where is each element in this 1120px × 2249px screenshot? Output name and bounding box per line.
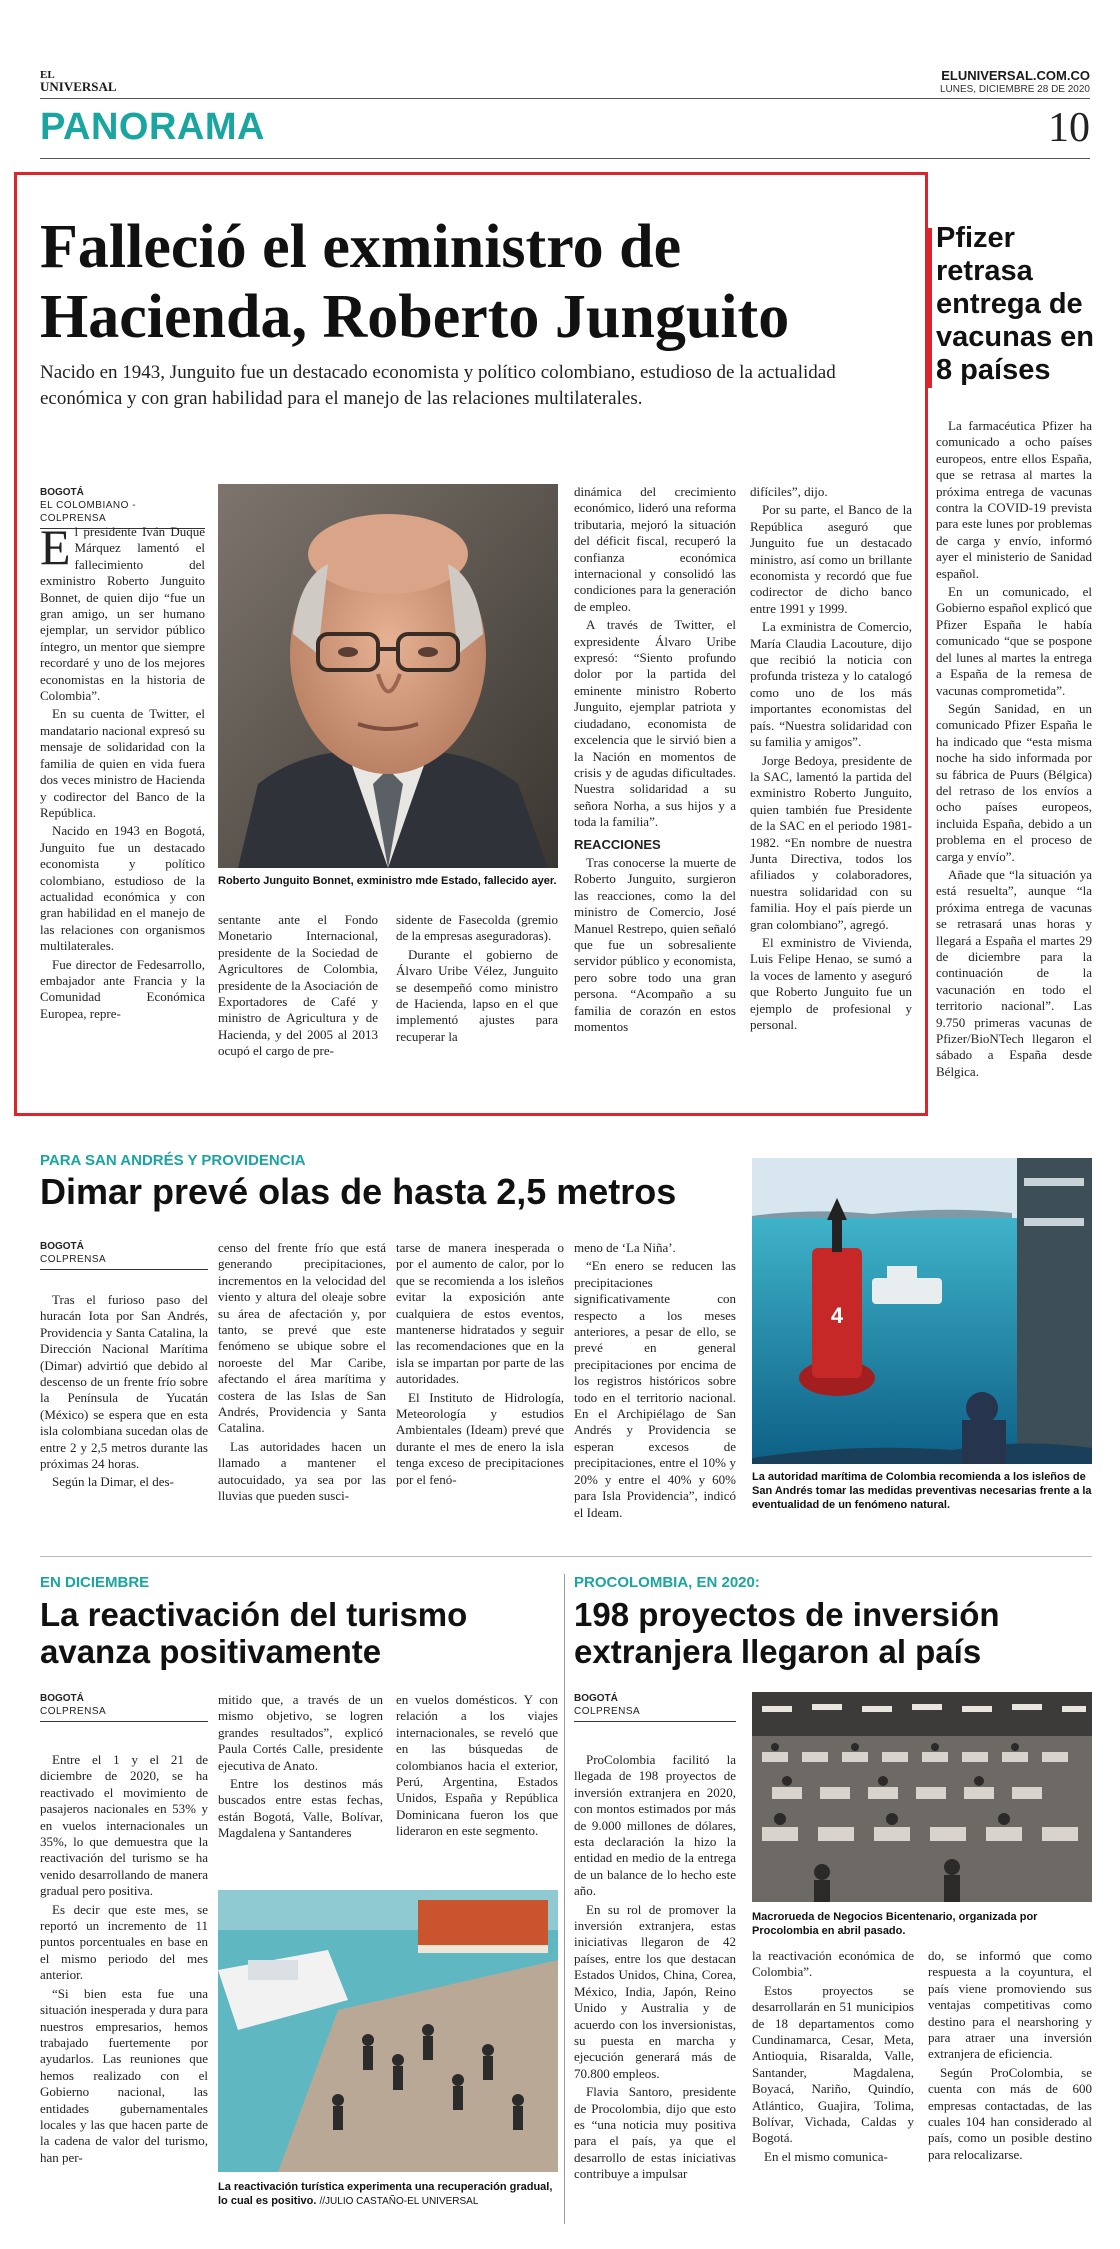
- paragraph: tarse de manera inesperada o por el aumento de calor, por lo que se recomienda a los isleños evitar la exposición ante cualquiera de estos eventos, mantenerse hidratados y seguir las recomendaciones que en la isla se impartan por parte de las autoridades.: [396, 1240, 564, 1387]
- paragraph: En su cuenta de Twitter, el mandatario nacional expresó su mensaje de solidaridad con la familia de quien en vida fuera dos veces ministro de Hacienda y codirector del Banco de la República.: [40, 706, 205, 820]
- procolombia-column-2: [752, 1948, 914, 2167]
- procolombia-byline: [574, 1692, 736, 1725]
- paragraph: ProColombia facilitó la llegada de 198 proyectos de inversión extranjera en 2020, con montos estimados por más de 9.000 millones de dólares, esta declaración la hizo la entidad en medio de la entrega de un balance de lo hecho este año.: [574, 1752, 736, 1899]
- main-story-column-5: [750, 484, 912, 1035]
- sea-illustration: [752, 1158, 1092, 1464]
- section-title: PANORAMA: [40, 106, 265, 148]
- headline-line1: Falleció el exministro de: [40, 213, 682, 281]
- paragraph: en vuelos domésticos. Y con relación a los viajes internacionales, se reveló que en las búsquedas de colombianos hacia el exterior, Perú, Argentina, Estados Unidos, España y República Dominicana fueron los que lideraron en este segmento.: [396, 1692, 558, 1839]
- page-number: 10: [1048, 105, 1090, 151]
- conference-hall-illustration: [752, 1692, 1092, 1902]
- byline-city: BOGOTÁ: [40, 1241, 84, 1252]
- paragraph: Entre los destinos más buscados entre estas fechas, están Bogotá, Valle, Bolívar, Magdalena y Santanderes: [218, 1776, 383, 1841]
- main-story-column-1: [40, 519, 205, 1024]
- paragraph: do, se informó que como respuesta a la coyuntura, el país viene promoviendo sus ventajas competitivas como destino para el nearshoring y para atraer una inversión extranjera de eficiencia.: [928, 1948, 1092, 2062]
- caption-text: La reactivación turística experimenta una recuperación gradual, lo cual es positivo.: [218, 2181, 553, 2207]
- turismo-kicker: EN DICIEMBRE: [40, 1574, 150, 1591]
- main-story-column-4: [574, 484, 736, 1037]
- procolombia-column-1: [574, 1752, 736, 2185]
- paragraph: El exministro de Vivienda, Luis Felipe Henao, se sumó a la voces de lamento y aseguró que Roberto Junguito fue un ejemplo de profesional y personal.: [750, 934, 912, 1032]
- paragraph: sentante ante el Fondo Monetario Internacional, presidente de la Sociedad de Agricultores de Colombia, presidente de la Asociación de Exportadores de Café y ministro de Agricultura y de Hacienda, y del 2005 al 2013 ocupó el cargo de pre-: [218, 912, 378, 1059]
- dimar-headline: Dimar prevé olas de hasta 2,5 metros: [40, 1171, 677, 1212]
- paragraph: El Instituto de Hidrología, Meteorología y estudios Ambientales (Ideam) prevé que durante el mes de enero la isla tenga exceso de precipitaciones por el fenó-: [396, 1389, 564, 1487]
- headline-line2: Hacienda, Roberto Junguito: [40, 283, 790, 351]
- paragraph: En el mismo comunica-: [764, 2148, 888, 2164]
- byline-city: BOGOTÁ: [40, 1693, 84, 1704]
- paragraph: Jorge Bedoya, presidente de la SAC, lamentó la partida del exministro Roberto Junguito, quien también fue Presidente de la SAC en el periodo 1981-1982. “En nombre de nuestra Junta Directiva, todos los afiliados y colaboradores, nuestra solidaridad con su familia. Hoy el país pierde un gran colombiano”, agregó.: [750, 752, 912, 932]
- byline-source: COLPRENSA: [574, 1706, 641, 1717]
- section-rule: [40, 158, 1090, 159]
- byline-city: BOGOTÁ: [40, 487, 84, 498]
- byline-rule: [40, 1721, 208, 1722]
- issue-date: LUNES, DICIEMBRE 28 DE 2020: [939, 84, 1090, 95]
- paragraph: l presidente Iván Duque Márquez lamentó el fallecimiento del exministro Roberto Junguito Bonnet, de quien dijo “fue un gran amigo, un ser humano ejemplar, un servidor público íntegro, un mentor que siempre recordaré y uno de los mejores economistas en la historia de Colombia”.: [40, 524, 205, 704]
- turismo-column-3: [396, 1692, 558, 1842]
- dimar-column-4: [574, 1240, 736, 1523]
- headline-line1: La reactivación del turismo: [40, 1596, 468, 1633]
- paragraph: Nacido en 1943 en Bogotá, Junguito fue un destacado economista y político colombiano, estudioso de la actualidad económica y con gran habilidad en el manejo de las relaciones con organismos multilaterales.: [40, 823, 205, 954]
- main-story-headline: [40, 212, 789, 352]
- paragraph: Estos proyectos se desarrollarán en 51 municipios de 18 departamentos como Cundinamarca, Cesar, Meta, Antioquia, Risaralda, Valle, Santander, Magdalena, Boyacá, Nariño, Quindío, Atlántico, Guajira, Tolima, Bolívar, Vichada, Caldas y Bogotá.: [752, 1982, 914, 2146]
- procolombia-column-3: [928, 1948, 1092, 2165]
- dimar-column-2: [218, 1240, 386, 1507]
- procolombia-kicker: PROCOLOMBIA, EN 2020:: [574, 1574, 760, 1591]
- svg-text:4: 4: [830, 1303, 844, 1328]
- paragraph: En un comunicado, el Gobierno español explicó que Pfizer España le había comunicado “que se pospone del lunes al martes la entrega a España de la remesa de vacunas comprometida”.: [936, 584, 1092, 698]
- paragraph: meno de ‘La Niña’.: [574, 1240, 676, 1255]
- site-url: ELUNIVERSAL.COM.CO: [941, 68, 1090, 83]
- paragraph: “En enero se reducen las precipitaciones significativamente con respecto a los meses anteriores, a pesar de ello, se prevé en general precipitaciones por encima de los registros históricos sobre todo en el territorio nacional. En el Archipiélago de San Andrés y Providencia se esperan excesos de precipitaciones, entre el 10% y 20% y entre el 40% y 60% para Isla Providencia”, indicó el Ideam.: [574, 1258, 736, 1520]
- newspaper-logo: [40, 70, 117, 92]
- dimar-kicker: PARA SAN ANDRÉS Y PROVIDENCIA: [40, 1152, 306, 1169]
- dimar-photo-caption: La autoridad marítima de Colombia recomienda a los isleños de San Andrés tomar las medidas preventivas necesarias frente a la eventualidad de un fenómeno natural.: [752, 1471, 1092, 1511]
- dimar-column-1: [40, 1292, 208, 1493]
- photo-credit: //JULIO CASTAÑO-EL UNIVERSAL: [319, 2196, 479, 2207]
- paragraph: Según Sanidad, en un comunicado Pfizer España le ha indicado que “esta misma noche ha sido informada por su fábrica de Puurs (Bélgica) del retraso de los envíos a ocho países europeos, incluida España, debido a un problema en el proceso de carga y envío”.: [936, 700, 1092, 864]
- paragraph: Tras conocerse la muerte de Roberto Junguito, surgieron las reacciones, como la del ministro de Comercio, José Manuel Restrepo, quien señaló que fue un sobresaliente servidor público y economista, pero sobre todo una gran persona. “Acompaño a su familia de corazón en estos momentos: [574, 854, 736, 1034]
- column-divider: [564, 1574, 565, 2224]
- logo-line1: EL: [40, 69, 55, 81]
- tourism-pier-photo: [218, 1890, 558, 2172]
- portrait-illustration: [218, 484, 558, 868]
- main-story-column-2: [218, 912, 378, 1062]
- dimar-column-3: [396, 1240, 564, 1490]
- paragraph: mitido que, a través de un mismo objetivo, se logren grandes resultados”, explicó Paula Cortés Calle, presidente ejecutiva de Anato.: [218, 1692, 383, 1773]
- main-story-column-3: [396, 912, 558, 1047]
- pfizer-accent-bar: [928, 228, 932, 388]
- paragraph: A través de Twitter, el expresidente Álvaro Uribe expresó: “Siento profundo dolor por la partida del eminente ministro Roberto Junguito, ejemplar patriota y ciudadano, economista de excelencia que le sirvió bien a la Nación en momentos de crisis y de agudas dificultades. Nuestra solidaridad a su señora Norha, a sus hijos y a toda la familia”.: [574, 617, 736, 830]
- procolombia-headline: [574, 1596, 1000, 1670]
- paragraph: Las autoridades hacen un llamado a mantener el autocuidado, ya sea por las lluvias que pueden susci-: [218, 1438, 386, 1504]
- paragraph: La farmacéutica Pfizer ha comunicado a ocho países europeos, entre ellos España, que se retrasa al martes la próxima entrega de vacunas contra la COVID-19 prevista para este lunes por problemas de carga y envío, informó ayer el ministerio de Sanidad español.: [936, 418, 1092, 581]
- paragraph: “Si bien esta fue una situación inesperada y dura para nuestros empresarios, hemos trabajado fuertemente por ayudarlos. Las reuniones que hemos realizado con el Gobierno nacional, las entidades gubernamentales locales y las que hacen parte de la cadena de valor del turismo, han per-: [40, 1985, 208, 2165]
- pfizer-headline: Pfizer retrasa entrega de vacunas en 8 países: [936, 222, 1094, 386]
- turismo-column-2: [218, 1692, 383, 1844]
- byline-source: COLPRENSA: [40, 1706, 107, 1717]
- logo-line2: UNIVERSAL: [40, 79, 117, 94]
- paragraph: sidente de Fasecolda (gremio de la empresas aseguradoras).: [396, 912, 558, 944]
- dimar-byline: [40, 1240, 208, 1273]
- byline-rule: [40, 1269, 208, 1270]
- paragraph: la reactivación económica de Colombia”.: [752, 1948, 914, 1980]
- paragraph: Según la Dimar, el des-: [52, 1474, 174, 1490]
- headline-line2: avanza positivamente: [40, 1633, 382, 1670]
- headline-line2: extranjera llegaron al país: [574, 1633, 982, 1670]
- san-andres-buoy-photo: [752, 1158, 1092, 1464]
- turismo-column-1: [40, 1752, 208, 2168]
- paragraph: Según ProColombia, se cuenta con más de 600 empresas contactadas, de las cuales 104 han considerado al país, como un posible destino para relocalizarse.: [928, 2064, 1092, 2162]
- turismo-headline: [40, 1596, 467, 1670]
- main-story-lede: Nacido en 1943, Junguito fue un destacado economista y político colombiano, estudioso de la actualidad económica y con gran habilidad para el manejo de las relaciones multilaterales.: [40, 362, 836, 409]
- turismo-byline: [40, 1692, 208, 1725]
- headline-line1: 198 proyectos de inversión: [574, 1596, 1000, 1633]
- paragraph: dinámica del crecimiento económico, lideró una reforma tributaria, mejoró la situación del déficit fiscal, recuperó la confianza económica internacional y consolidó las condiciones para la generación de empleo.: [574, 484, 736, 614]
- procolombia-photo-caption: Macrorueda de Negocios Bicentenario, organizada por Procolombia en abril pasado.: [752, 1911, 1038, 1937]
- byline-rule: [574, 1721, 736, 1722]
- paragraph: difíciles”, dijo.: [750, 484, 828, 499]
- masthead-rule: [40, 98, 1090, 99]
- paragraph: Flavia Santoro, presidente de Procolombia, dijo que esto es “una noticia muy positiva para el país, ya que el desarrollo de estas iniciativas contribuye a impulsar: [574, 2084, 736, 2182]
- paragraph: Tras el furioso paso del huracán Iota por San Andrés, Providencia y Santa Catalina, la Dirección Nacional Marítima (Dimar) advirtió que debido al descenso de un frente frío sobre la Península de Yucatán (México) se espera que en esta isla colombiana sucedan olas de entre 2 y 2,5 metros durante las próximas 24 horas.: [40, 1292, 208, 1472]
- byline-source: COLPRENSA: [40, 1254, 107, 1265]
- paragraph: Añade que “la situación ya está resuelta”, aunque “la próxima entrega de vacunas se retrasará unas horas y llegará a España el martes 29 de diciembre para la continuación de la vacunación en todo el territorio nacional”. Las 9.750 primeras vacunas de Pfizer/BioNTech llegaron el sábado a España desde Bélgica.: [936, 866, 1092, 1079]
- turismo-photo-caption: [218, 2180, 558, 2209]
- paragraph: En su rol de promover la inversión extranjera, estas iniciativas llegaron de 42 países, entre los que destacan Estados Unidos, China, Corea, México, India, Japón, Reino Unido y Australia y de acuerdo con los inversionistas, su puesta en marcha y ejecución generará más de 70.800 empleos.: [574, 1901, 736, 2081]
- paragraph: Fue director de Fedesarrollo, embajador ante Francia y la Comunidad Económica Europea, repre-: [40, 956, 205, 1021]
- junguito-portrait-photo: [218, 484, 558, 868]
- paragraph: Durante el gobierno de Álvaro Uribe Vélez, Junguito se desempeñó como ministro de Hacienda, lapso en el que implementó ajustes para recuperar la: [396, 946, 558, 1044]
- pier-illustration: [218, 1890, 558, 2172]
- pfizer-body: [936, 418, 1092, 1082]
- byline-city: BOGOTÁ: [574, 1693, 618, 1704]
- byline-source: EL COLOMBIANO - COLPRENSA: [40, 500, 137, 524]
- paragraph: Por su parte, el Banco de la República aseguró que Junguito fue un destacado ministro, así como un brillante economista y recordó que fue codirector de dicho banco entre 1991 y 1999.: [750, 502, 912, 616]
- paragraph: La exministra de Comercio, María Claudia Lacouture, dijo que recibió la noticia con profunda tristeza y lo catalogó como uno de los más importantes economistas del país. “Nuestra solidaridad con su familia y amigos”.: [750, 619, 912, 750]
- drop-cap: E: [40, 519, 71, 575]
- paragraph: Entre el 1 y el 21 de diciembre de 2020, se ha reactivado el movimiento de pasajeros nacionales en 53% y en vuelos internacionales un 35%, lo que demuestra que la reactivación del turismo se ha venido desarrollando de manera gradual pero positiva.: [40, 1752, 208, 1899]
- macrorueda-photo: [752, 1692, 1092, 1902]
- section-divider: [40, 1556, 1092, 1557]
- portrait-caption: Roberto Junguito Bonnet, exministro mde Estado, fallecido ayer.: [218, 875, 557, 887]
- paragraph: Es decir que este mes, se reportó un incremento de 11 puntos porcentuales en base en el mismo periodo del mes anterior.: [40, 1901, 208, 1983]
- subheading-reacciones: REACCIONES: [574, 836, 661, 852]
- paragraph: censo del frente frío que está generando precipitaciones, incrementos en la velocidad del viento y altura del oleaje sobre su área de afectación y, por tanto, se prevé que este fenómeno se ubique sobre el noroeste del Mar Caribe, afectando el área marítima y costera de las Islas de San Andrés, Providencia y Santa Catalina.: [218, 1240, 386, 1436]
